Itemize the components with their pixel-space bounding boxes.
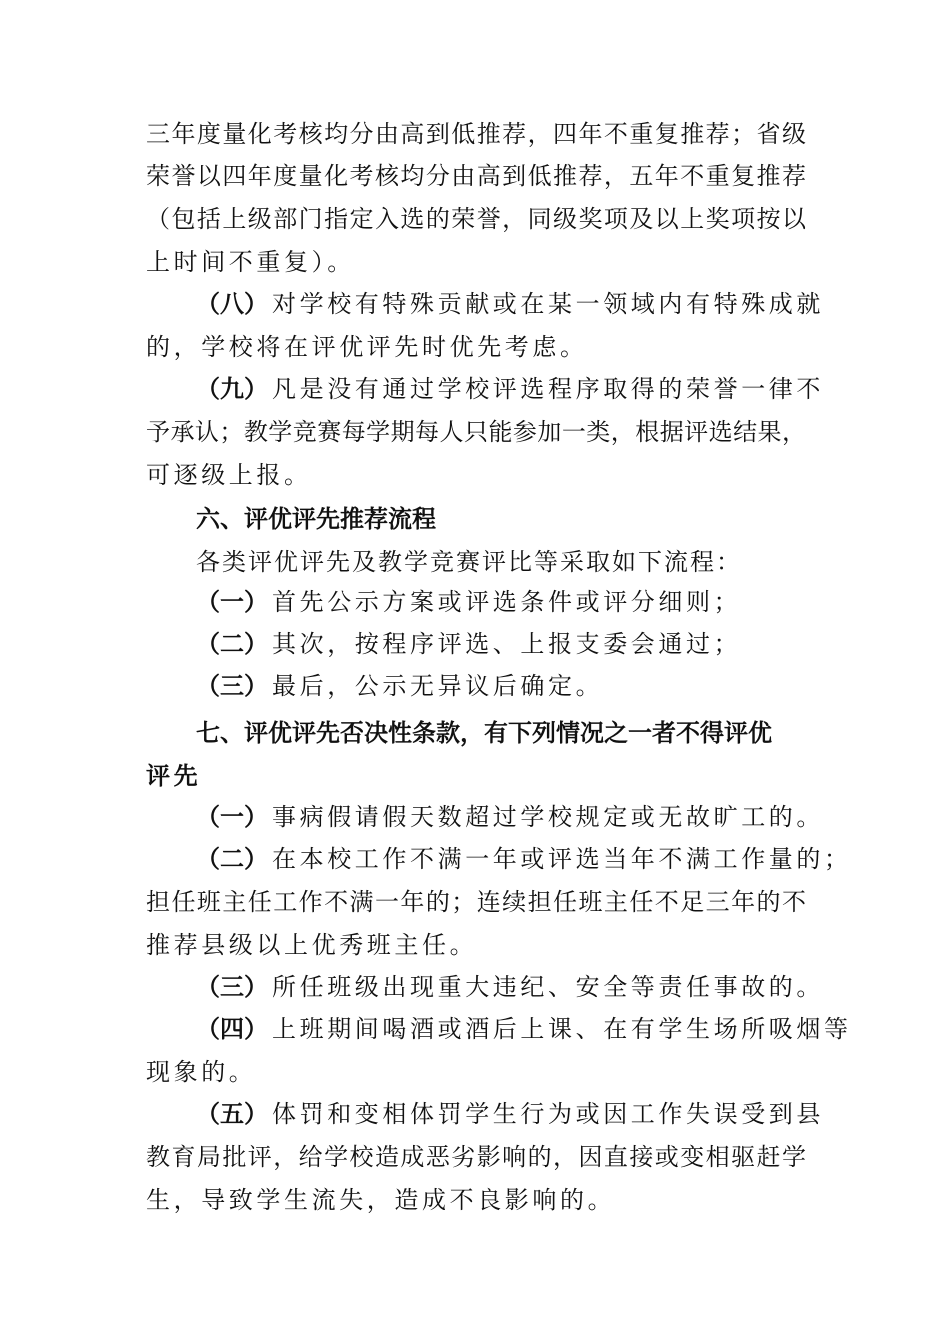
paragraph-line: 荣誉以四年度量化考核均分由高到低推荐，五年不重复推荐 xyxy=(146,162,806,190)
item-marker: （五） xyxy=(196,1100,268,1128)
section-7-item-2-line-2: 担任班主任工作不满一年的；连续担任班主任不足三年的不 xyxy=(146,888,806,916)
step-text: 最后，公示无异议后确定。 xyxy=(272,672,604,700)
paragraph-line: 三年度量化考核均分由高到低推荐，四年不重复推荐；省级 xyxy=(146,120,806,148)
step-text: 首先公示方案或评选条件或评分细则； xyxy=(272,588,742,616)
item-marker: （三） xyxy=(196,973,268,1001)
section-7-heading: 七、评优评先否决性条款，有下列情况之一者不得评优 xyxy=(196,719,772,747)
item-marker: （四） xyxy=(196,1015,268,1043)
item-9-line-3: 可逐级上报。 xyxy=(146,461,312,489)
section-7-item-4 xyxy=(196,1013,852,1045)
section-6-step-2 xyxy=(196,628,806,660)
step-marker: （一） xyxy=(196,588,268,616)
item-marker: （二） xyxy=(196,845,268,873)
section-7-item-5-line-2: 教育局批评，给学校造成恶劣影响的，因直接或变相驱赶学 xyxy=(146,1143,806,1171)
section-7-item-2 xyxy=(196,843,852,875)
item-marker: （八） xyxy=(196,290,268,318)
paragraph-line: （包括上级部门指定入选的荣誉，同级奖项及以上奖项按以 xyxy=(146,205,806,233)
section-6-intro: 各类评优评先及教学竞赛评比等采取如下流程： xyxy=(196,548,742,576)
item-8 xyxy=(196,288,824,320)
section-6-step-3 xyxy=(196,670,806,702)
item-text: 对学校有特殊贡献或在某一领域内有特殊成就 xyxy=(272,290,824,318)
section-6-heading: 六、评优评先推荐流程 xyxy=(196,505,436,533)
section-7-item-3 xyxy=(196,971,824,1003)
paragraph-line: 上时间不重复）。 xyxy=(146,248,355,276)
item-text: 凡是没有通过学校评选程序取得的荣誉一律不 xyxy=(272,375,824,403)
section-7-item-2-line-3: 推荐县级以上优秀班主任。 xyxy=(146,931,478,959)
item-9-line-2: 予承认；教学竞赛每学期每人只能参加一类，根据评选结果， xyxy=(146,418,806,446)
item-text: 上班期间喝酒或酒后上课、在有学生场所吸烟等 xyxy=(272,1015,852,1043)
step-marker: （三） xyxy=(196,672,268,700)
section-7-item-4-line-2: 现象的。 xyxy=(146,1058,257,1086)
step-marker: （二） xyxy=(196,630,268,658)
item-text: 所任班级出现重大违纪、安全等责任事故的。 xyxy=(272,973,824,1001)
item-marker: （一） xyxy=(196,803,268,831)
item-text: 事病假请假天数超过学校规定或无故旷工的。 xyxy=(272,803,824,831)
item-8-line-2: 的，学校将在评优评先时优先考虑。 xyxy=(146,333,588,361)
item-marker: （九） xyxy=(196,375,268,403)
section-6-step-1 xyxy=(196,586,806,618)
step-text: 其次，按程序评选、上报支委会通过； xyxy=(272,630,742,658)
section-7-heading-line-2: 评先 xyxy=(146,762,202,790)
section-7-item-5 xyxy=(196,1098,824,1130)
item-9 xyxy=(196,373,824,405)
section-7-item-5-line-3: 生，导致学生流失，造成不良影响的。 xyxy=(146,1186,616,1214)
item-text: 体罚和变相体罚学生行为或因工作失误受到县 xyxy=(272,1100,824,1128)
item-text: 在本校工作不满一年或评选当年不满工作量的； xyxy=(272,845,852,873)
section-7-item-1 xyxy=(196,801,824,833)
